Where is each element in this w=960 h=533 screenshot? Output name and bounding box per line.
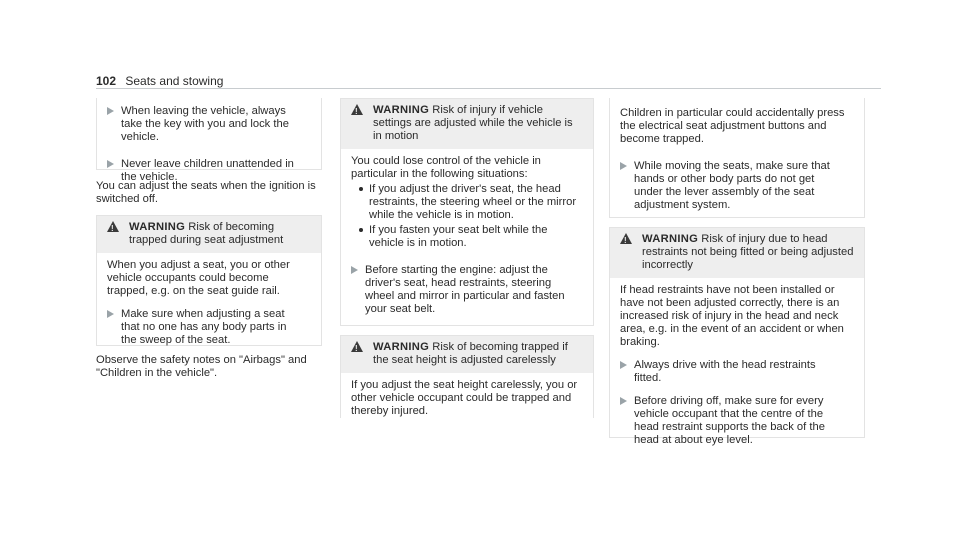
warning-triangle-icon [620,233,632,244]
warning-header-text [107,221,311,247]
warning-title: Risk of becoming trapped during seat adjustment [129,221,284,246]
bullet-icon [359,187,363,191]
warning-label: WARNING [373,104,430,116]
warning-title: Risk of becoming trapped if the seat height is adjusted carelessly [373,341,568,366]
warning-box [609,227,865,446]
warning-header-text [620,233,854,272]
warning-header-text [351,104,583,143]
bullet-text: If you fasten your seat belt while the vehicle is in motion. [369,224,548,249]
warning-box [340,335,594,418]
bullet-text: If you adjust the driver's seat, the head restraints, the steering wheel or the mirror while the vehicle is in motion. [369,183,577,221]
arrow-icon [620,361,627,369]
warning-box [340,98,594,326]
step-text: Make sure when adjusting a seat that no one has any body parts in the sweep of the seat. [121,308,287,346]
warning-label: WARNING [642,233,699,245]
body-paragraph: Observe the safety notes on "Airbags" and "Children in the vehicle". [96,354,307,379]
body-paragraph: You can adjust the seats when the ignition is switched off. [96,180,316,205]
warning-title: Risk of injury if vehicle settings are adjusted while the vehicle is in motion [373,104,573,142]
warning-triangle-icon [107,221,119,232]
warning-body: If head restraints have not been installed or have not been adjusted correctly, there is an increased risk of injury in the head and neck area, e.g. in the event of an accident or when braking. [620,284,844,348]
warning-header [341,99,593,149]
warning-triangle-icon [351,104,363,115]
warning-header-text [351,341,583,367]
page-header [96,74,223,88]
arrow-icon [107,107,114,115]
arrow-icon [620,397,627,405]
warning-triangle-icon [351,341,363,352]
warning-body: Children in particular could accidentally press the electrical seat adjustment buttons and become trapped. [620,107,845,145]
instruction-step [97,105,305,144]
arrow-icon [620,162,627,170]
step-text: Before driving off, make sure for every vehicle occupant that the centre of the head restraint supports the back of the head at about eye level. [634,395,825,446]
step-text: While moving the seats, make sure that hands or other body parts do not get under the lever assembly of the seat adjustment system. [634,160,830,211]
step-text: Always drive with the head restraints fitted. [634,359,816,384]
page-number: 102 [96,74,117,88]
warning-body: If you adjust the seat height carelessly, you or other vehicle occupant could be trapped and thereby injured. [351,379,578,417]
header-rule [96,88,881,89]
warning-body-text: You could lose control of the vehicle in particular in the following situations: [351,155,541,180]
step-text: Before starting the engine: adjust the driver's seat, head restraints, steering wheel and mirror in particular and fasten your seat belt. [365,264,565,315]
warning-header [610,228,864,278]
arrow-icon [351,266,358,274]
instruction-step [610,395,846,447]
step-text: When leaving the vehicle, always take the key with you and lock the vehicle. [121,105,289,143]
warning-body: When you adjust a seat, you or other vehicle occupants could become trapped, e.g. on the seat guide rail. [107,259,290,297]
warning-header [341,336,593,373]
arrow-icon [107,160,114,168]
warning-label: WARNING [373,341,430,353]
bullet-icon [359,228,363,232]
warning-box [96,215,322,346]
instruction-step [97,308,305,347]
warning-label: WARNING [129,221,186,233]
warning-continuation-box [609,98,865,218]
bullet-item [351,183,583,222]
step-text: Never leave children unattended in the vehicle. [121,158,294,183]
instruction-step [341,264,575,316]
bullet-item [351,224,583,250]
safety-steps-box [96,98,322,183]
instruction-step [610,359,846,385]
warning-body [341,149,593,254]
warning-header [97,216,321,253]
section-title: Seats and stowing [125,74,224,88]
warning-title: Risk of injury due to head restraints not being fitted or being adjusted incorrectly [642,233,854,271]
arrow-icon [107,310,114,318]
instruction-step [610,160,846,212]
